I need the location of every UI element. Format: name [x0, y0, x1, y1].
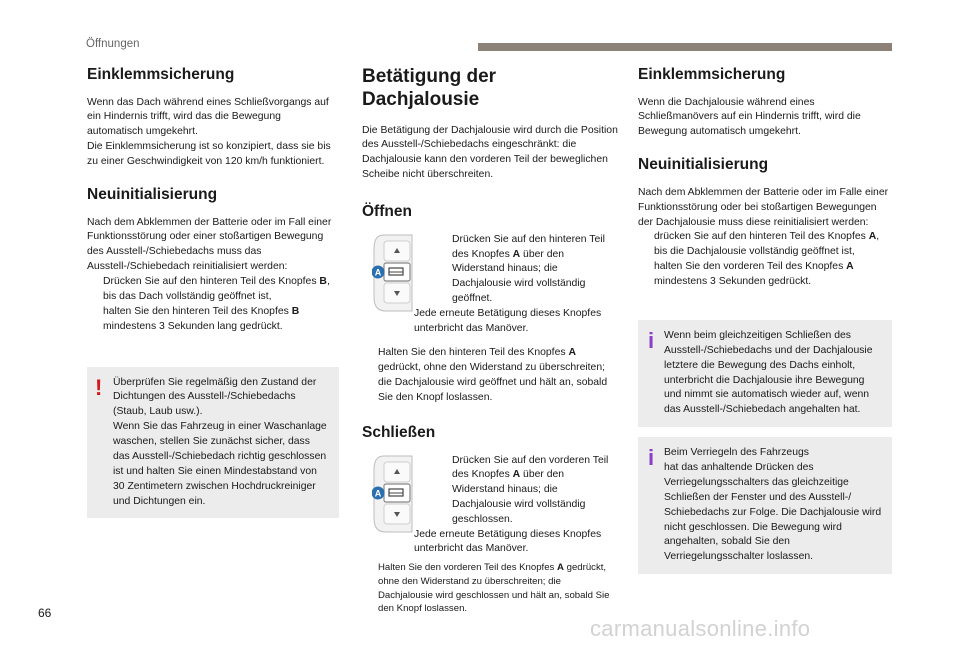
close-instruction	[362, 454, 618, 534]
section-header: Öffnungen	[86, 38, 140, 50]
bullet-icon	[436, 233, 452, 307]
paragraph: Wenn die Dachjalousie während eines Schließmanövers auf ein Hindernis trifft, wird die Bewegung automatisch umgekehrt.	[638, 96, 861, 138]
heading-reinitialisation: Neuinitialisierung	[87, 185, 218, 203]
list-item: halten Sie den vorderen Teil des Knopfes A mindestens 3 Sekunden gedrückt.	[638, 260, 892, 290]
info-text: Beim Verriegeln des Fahrzeugs	[664, 447, 809, 459]
list-item: Drücken Sie auf den hinteren Teil des Knopfes A über den Widerstand hinaus; die Dachjalousie wird vollständig geöffnet.	[436, 233, 618, 307]
bullet-icon	[87, 305, 103, 335]
bullet-icon	[362, 561, 378, 616]
roof-switch-icon	[372, 233, 420, 313]
paragraph: Jede erneute Betätigung dieses Knopfes unterbricht das Manöver.	[414, 528, 602, 555]
bullet-icon	[436, 454, 452, 528]
paragraph: Die Betätigung der Dachjalousie wird durch die Position des Ausstell-/Schiebedachs eingeschränkt: die Dachjalousie kann den vorderen Teil der beweglichen Scheibe nicht überschreiten.	[362, 124, 618, 181]
switch-illustration	[372, 454, 420, 534]
list-item: Drücken Sie auf den hinteren Teil des Knopfes B, bis das Dach vollständig geöffnet ist,	[87, 275, 339, 305]
callout-a: A	[374, 488, 382, 499]
list-item: Halten Sie den hinteren Teil des Knopfes A gedrückt, ohne den Widerstand zu überschreiten; die Dachjalousie wird geöffnet und hält an, sobald Sie den Knopf loslassen.	[362, 346, 618, 406]
column-2	[362, 66, 618, 616]
list-item: Drücken Sie auf den vorderen Teil des Knopfes A über den Widerstand hinaus; die Dachjalousie wird vollständig geschlossen.	[436, 454, 618, 528]
bullet-icon	[638, 260, 654, 290]
heading-sunblind: Betätigung der Dachjalousie	[362, 66, 497, 110]
page-number: 66	[38, 606, 52, 620]
warning-text: Wenn Sie das Fahrzeug in einer Waschanlage waschen, stellen Sie zunächst sicher, dass das Ausstell-/Schiebedach richtig geschlossen ist und halten Sie einen Mindestabstand von 30 Zentimetern zwischen Hochdruckreiniger und Dichtungen ein.	[113, 421, 327, 507]
info-icon: i	[648, 445, 655, 471]
paragraph: Jede erneute Betätigung dieses Knopfes unterbricht das Manöver.	[414, 307, 602, 334]
heading-close: Schließen	[362, 423, 436, 441]
heading-open: Öffnen	[362, 203, 412, 221]
callout-a: A	[374, 267, 382, 278]
paragraph: Wenn das Dach während eines Schließvorgangs auf ein Hindernis trifft, wird das die Bewegung automatisch umgekehrt.	[87, 96, 329, 138]
roof-switch-icon	[372, 454, 420, 534]
switch-illustration	[372, 233, 420, 313]
warning-icon: !	[95, 374, 103, 400]
info-icon: i	[648, 327, 655, 353]
heading-reinitialisation: Neuinitialisierung	[638, 156, 769, 174]
info-text: Wenn beim gleichzeitigen Schließen des Ausstell-/Schiebedachs und der Dachjalousie letztere die Bewegung des Dachs einholt, unterbricht die Dachjalousie ihre Bewegung und nimmt sie automatisch wieder auf, wenn das Ausstell-/Schiebedach angehalten hat.	[664, 329, 873, 416]
bullet-icon	[638, 230, 654, 260]
info-box	[638, 320, 892, 427]
paragraph: Nach dem Abklemmen der Batterie oder im Falle einer Funktionsstörung oder bei stoßartigen Bewegungen der Dachjalousie muss diese reinitialisiert werden:	[638, 186, 889, 228]
heading-pinch-protection: Einklemmsicherung	[87, 66, 235, 83]
info-text: hat das anhaltende Drücken des Verriegelungsschalters das gleichzeitige Schließen der Fenster und des Ausstell-/ Schiebedachs zur Folge. Die Dachjalousie wird nicht geschlossen. Die Bewegung wird angehalten, sobald Sie den Verriegelungsschalter loslassen.	[664, 462, 882, 563]
header-bar	[478, 43, 892, 51]
bullet-icon	[87, 275, 103, 305]
info-box	[638, 437, 892, 574]
open-instruction	[362, 233, 618, 313]
list-item: halten Sie den hinteren Teil des Knopfes B mindestens 3 Sekunden lang gedrückt.	[87, 305, 339, 335]
paragraph: Nach dem Abklemmen der Batterie oder im Fall einer Funktionsstörung oder einer stoßartigen Bewegung des Ausstell-/Schiebedachs muss das Ausstell-/Schiebedach reinitialisiert werden:	[87, 216, 332, 273]
list-item: drücken Sie auf den hinteren Teil des Knopfes A, bis die Dachjalousie vollständig geöffnet ist,	[638, 230, 892, 260]
watermark: carmanualsonline.info	[590, 616, 811, 641]
column-1	[87, 66, 339, 518]
warning-text: Überprüfen Sie regelmäßig den Zustand der Dichtungen des Ausstell-/Schiebedachs (Staub, Laub usw.).	[113, 376, 317, 418]
heading-pinch-protection: Einklemmsicherung	[638, 66, 786, 83]
bullet-icon	[362, 346, 378, 406]
list-item: Halten Sie den vorderen Teil des Knopfes A gedrückt, ohne den Widerstand zu überschreiten; die Dachjalousie wird geschlossen und hält an, sobald Sie den Knopf loslassen.	[362, 561, 618, 616]
paragraph: Die Einklemmsicherung ist so konzipiert, dass sie bis zu einer Geschwindigkeit von 120 km/h funktioniert.	[87, 141, 331, 168]
column-3	[638, 66, 892, 574]
warning-box	[87, 367, 339, 519]
